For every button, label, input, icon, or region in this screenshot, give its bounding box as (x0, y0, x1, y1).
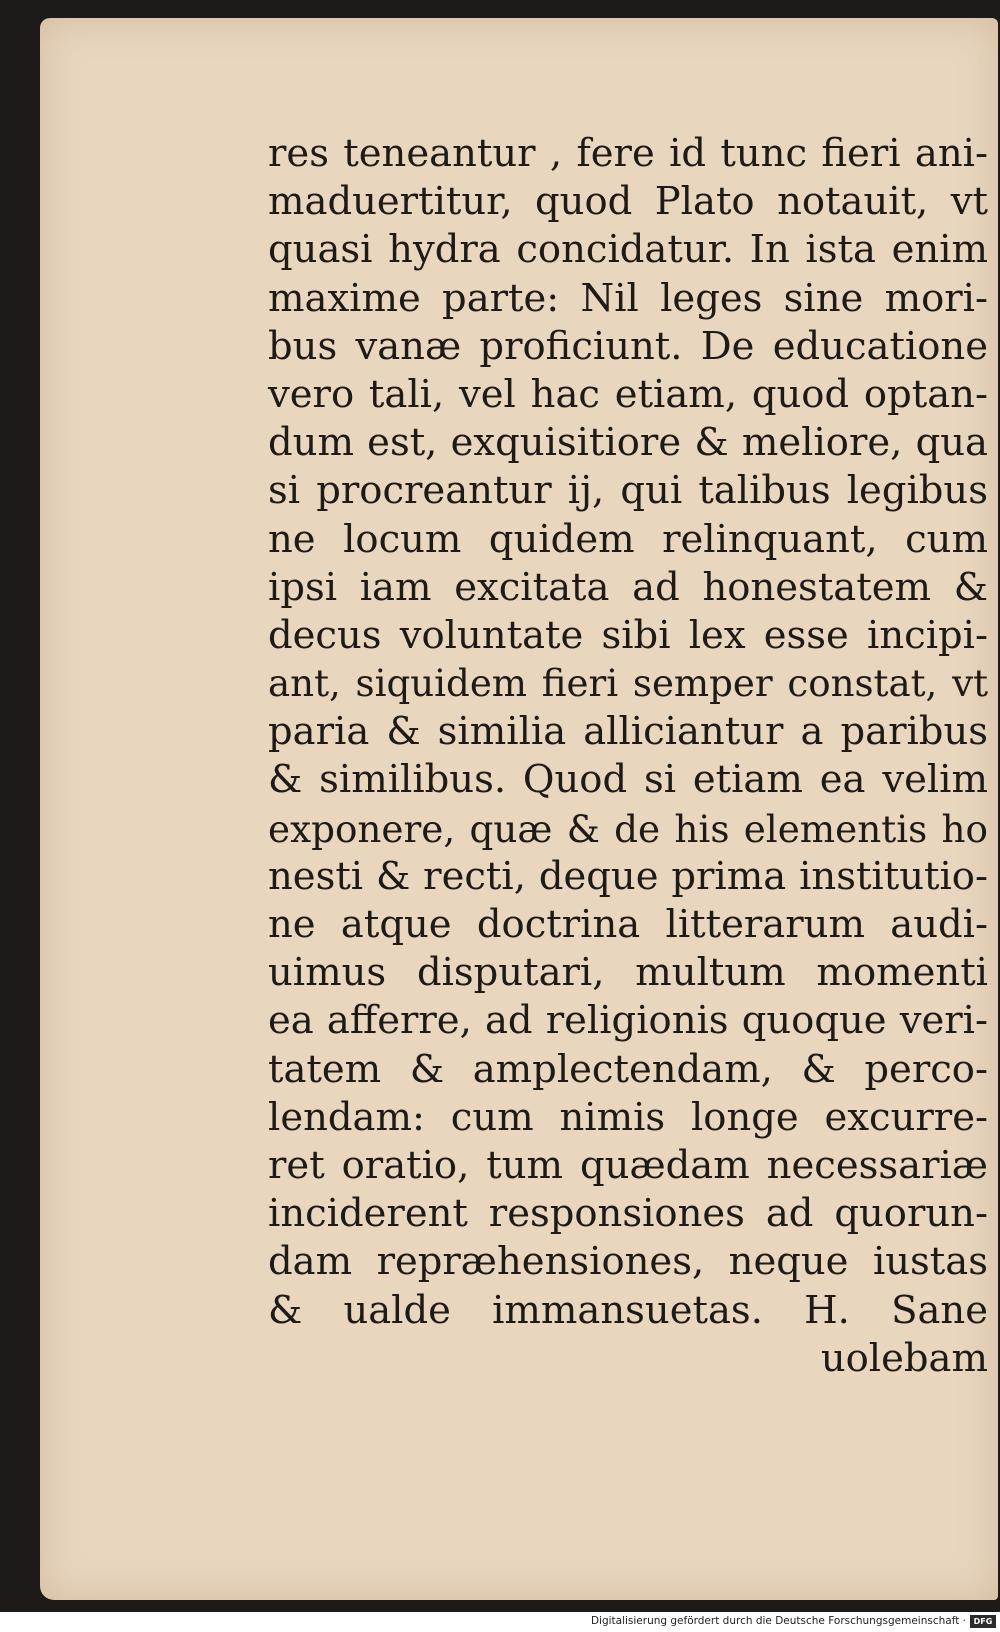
page-text (268, 130, 988, 1383)
text-line-17: ne atque doctrina litterarum audi- (268, 902, 988, 947)
text-line-5: bus vanæ proficiunt. De educatione (268, 323, 988, 369)
text-line-25: & ualde immansuetas. H. Sane (268, 1287, 988, 1333)
book-page (40, 18, 998, 1600)
text-line-15: exponere, quæ & de his elementis ho (268, 806, 988, 851)
digitization-footer (0, 1612, 1000, 1632)
text-line-16: nesti & recti, deque prima institutio- (268, 853, 988, 899)
text-line-20: tatem & amplectendam, & perco- (268, 1046, 988, 1092)
text-line-18: uimus disputari, multum momenti (268, 950, 988, 996)
text-line-12: ant, siquidem fieri semper constat, vt (268, 662, 988, 706)
text-line-3: quasi hydra concidatur. In ista enim (268, 227, 988, 273)
text-line-7: dum est, exquisitiore & meliore, qua (268, 420, 988, 466)
funding-credit: Digitalisierung gefördert durch die Deutsche Forschungsgemeinschaft · (590, 1615, 966, 1627)
text-line-13: paria & similia alliciantur a paribus (268, 709, 988, 755)
text-line-4: maxime parte: Nil leges sine mori- (268, 275, 988, 321)
text-line-9: ne locum quidem relinquant, cum (268, 516, 988, 562)
text-line-2: maduertitur, quod Plato notauit, vt (268, 179, 988, 225)
text-line-1: res teneantur , fere id tunc fieri ani- (268, 131, 988, 176)
text-line-24: dam repræhensiones, neque iustas (268, 1239, 988, 1285)
text-line-23: inciderent responsiones ad quorun- (268, 1191, 988, 1237)
text-line-22: ret oratio, tum quædam necessariæ (268, 1142, 988, 1188)
text-line-8: si procreantur ij, qui talibus legibus (268, 468, 988, 514)
text-line-14: & similibus. Quod si etiam ea velim (268, 757, 988, 803)
text-line-11: decus voluntate sibi lex esse incipi- (268, 612, 988, 658)
text-line-10: ipsi iam excitata ad honestatem & (268, 564, 988, 610)
catchword: uolebam (820, 1335, 988, 1381)
text-line-6: vero tali, vel hac etiam, quod optan- (268, 371, 988, 417)
text-line-19: ea afferre, ad religionis quoque veri- (268, 998, 988, 1044)
text-line-21: lendam: cum nimis longe excurre- (268, 1094, 988, 1140)
dfg-logo-icon: DFG (970, 1615, 996, 1628)
